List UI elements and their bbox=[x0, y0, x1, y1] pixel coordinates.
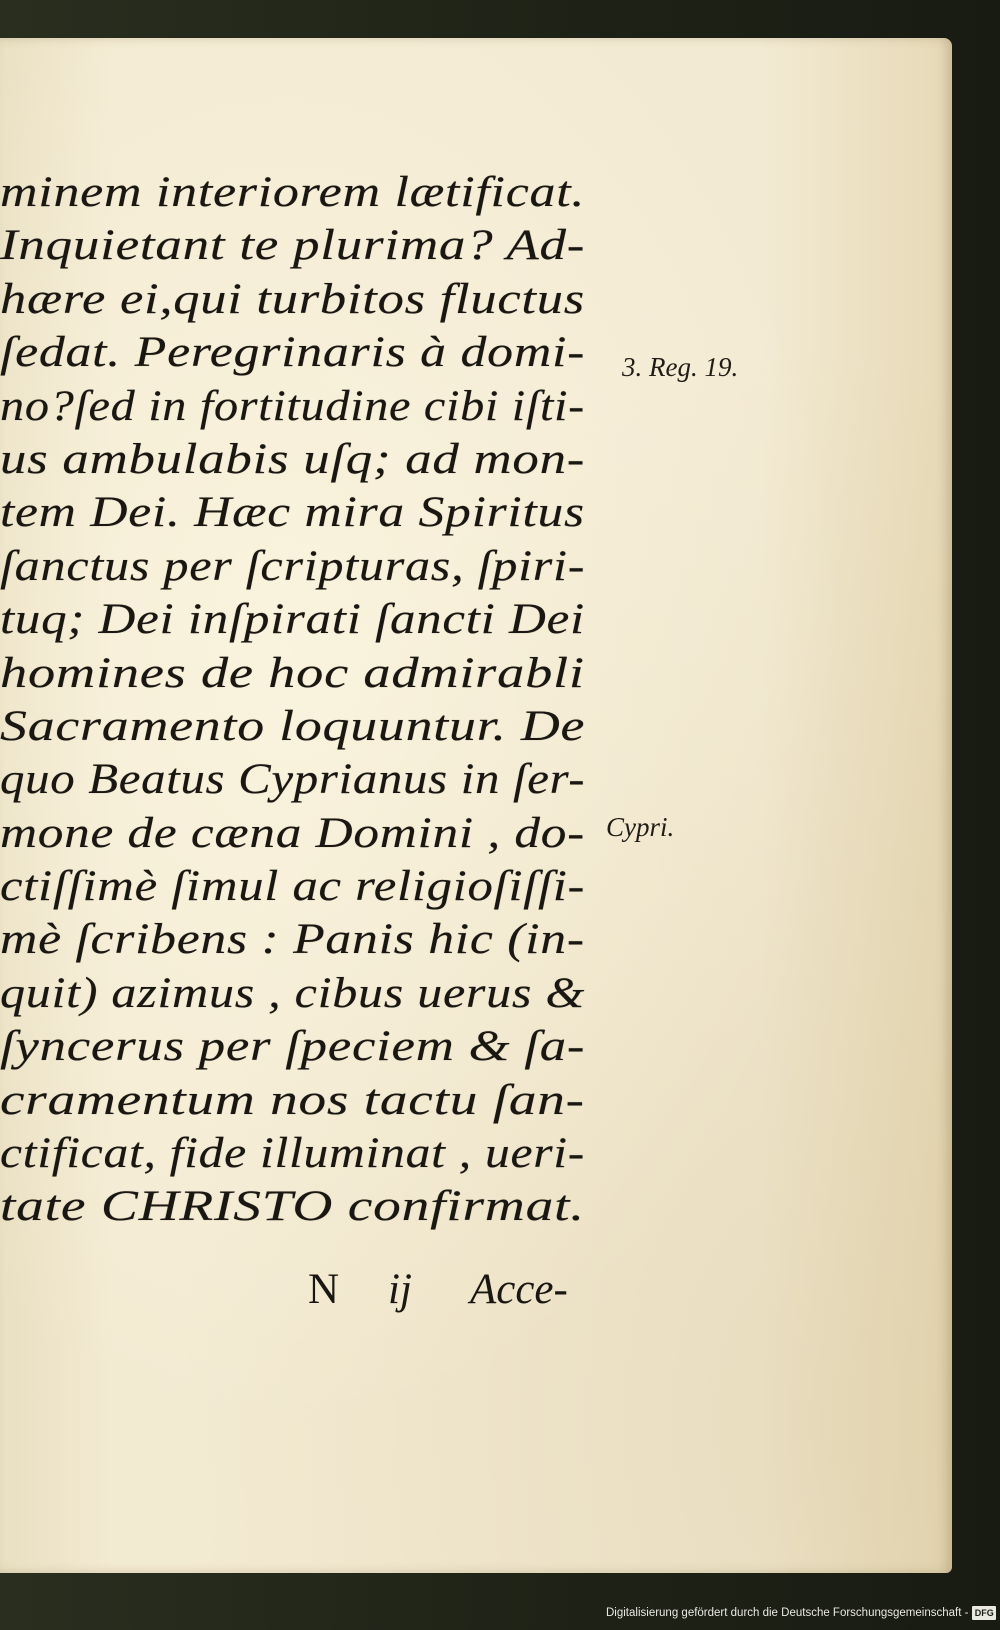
text-line: hære ei,qui turbitos fluctus bbox=[0, 275, 585, 323]
text-line: quo Beatus Cyprianus in ſer- bbox=[0, 756, 586, 804]
book-page bbox=[0, 38, 952, 1573]
text-line: ctificat, fide illuminat , ueri- bbox=[0, 1130, 585, 1178]
text-line: Inquietant te plurima? Ad- bbox=[0, 222, 586, 270]
text-line: homines de hoc admirabli bbox=[0, 649, 585, 697]
text-line: cramentum nos tactu ſan- bbox=[0, 1076, 585, 1124]
text-line: us ambulabis uſq; ad mon- bbox=[0, 435, 586, 483]
text-line: tem Dei. Hæc mira Spiritus bbox=[0, 489, 585, 537]
text-line: minem interiorem lætificat. bbox=[0, 169, 586, 216]
text-line: quit) azimus , cibus uerus & bbox=[0, 969, 586, 1017]
digitization-footer bbox=[606, 1602, 996, 1624]
text-line: Sacramento loquuntur. De bbox=[0, 702, 586, 750]
dfg-logo-icon: DFG bbox=[972, 1606, 996, 1620]
text-line: ctiſſimè ſimul ac religioſiſſi- bbox=[0, 863, 586, 911]
text-line: ſanctus per ſcripturas, ſpiri- bbox=[0, 542, 586, 590]
margin-note-author: Cypri. bbox=[606, 812, 675, 842]
catchword: Acce- bbox=[470, 1266, 568, 1313]
text-line: mè ſcribens : Panis hic (in- bbox=[0, 916, 585, 964]
text-line: tate CHRISTO confirmat. bbox=[0, 1183, 585, 1231]
text-line: no?ſed in fortitudine cibi iſti- bbox=[0, 382, 585, 430]
margin-note-reference: 3. Reg. 19. bbox=[622, 352, 739, 382]
text-line: ſedat. Peregrinaris à domi- bbox=[0, 329, 586, 377]
footer-credit-text: Digitalisierung gefördert durch die Deutsche Forschungsgemeinschaft - bbox=[606, 1607, 969, 1619]
main-text-block bbox=[0, 166, 620, 1234]
text-line: tuq; Dei inſpirati ſancti Dei bbox=[0, 596, 585, 644]
signature-line bbox=[300, 1263, 600, 1317]
text-line: mone de cæna Domini , do- bbox=[0, 809, 585, 857]
text-line: ſyncerus per ſpeciem & ſa- bbox=[0, 1023, 586, 1071]
signature-mark: N bbox=[308, 1266, 340, 1313]
signature-number: ij bbox=[388, 1266, 412, 1313]
